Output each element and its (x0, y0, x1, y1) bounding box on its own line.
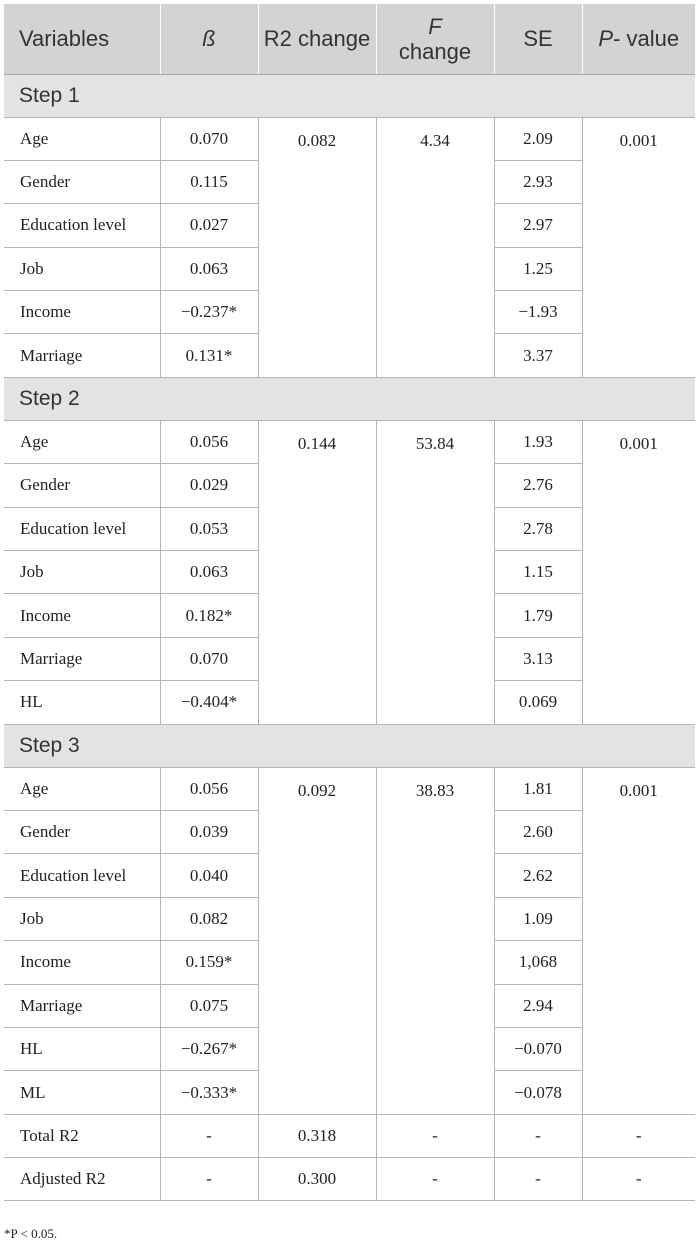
summary-row (4, 1114, 695, 1157)
variable-name: Age (4, 767, 160, 810)
header-se: SE (494, 4, 582, 74)
beta-value: 0.115 (160, 160, 258, 203)
table-row (4, 767, 695, 810)
se-value: 2.62 (494, 854, 582, 897)
f-change-word: change (398, 38, 472, 64)
variable-name: Income (4, 291, 160, 334)
r2-change-value: 0.092 (258, 767, 376, 1114)
p-value: 0.001 (582, 117, 695, 377)
se-value: 1.09 (494, 897, 582, 940)
variable-name: Job (4, 247, 160, 290)
se-value: 2.78 (494, 507, 582, 550)
beta-value: 0.082 (160, 897, 258, 940)
summary-p: - (582, 1114, 695, 1157)
se-value: 1.81 (494, 767, 582, 810)
beta-value: 0.182* (160, 594, 258, 637)
se-value: 1.93 (494, 420, 582, 463)
se-value: 2.97 (494, 204, 582, 247)
summary-beta: - (160, 1158, 258, 1201)
se-value: −1.93 (494, 291, 582, 334)
variable-name: Education level (4, 854, 160, 897)
se-value: 3.13 (494, 637, 582, 680)
beta-value: 0.053 (160, 507, 258, 550)
summary-row (4, 1158, 695, 1201)
variable-name: Age (4, 420, 160, 463)
beta-value: 0.063 (160, 247, 258, 290)
p-value-word: - value (613, 26, 680, 52)
se-value: 0.069 (494, 681, 582, 724)
p-value: 0.001 (582, 767, 695, 1114)
f-change-value: 53.84 (376, 420, 494, 724)
variable-name: Education level (4, 204, 160, 247)
summary-r2: 0.300 (258, 1158, 376, 1201)
r2-change-value: 0.082 (258, 117, 376, 377)
header-p-value (582, 4, 695, 74)
step-label: Step 2 (4, 377, 695, 420)
regression-table (4, 4, 695, 1201)
variable-name: Income (4, 594, 160, 637)
f-change-value: 4.34 (376, 117, 494, 377)
variable-name: Gender (4, 160, 160, 203)
variable-name: Job (4, 897, 160, 940)
header-beta (160, 4, 258, 74)
beta-value: 0.029 (160, 464, 258, 507)
summary-r2: 0.318 (258, 1114, 376, 1157)
variable-name: Gender (4, 810, 160, 853)
variable-name: Marriage (4, 637, 160, 680)
se-value: 2.93 (494, 160, 582, 203)
se-value: 1.25 (494, 247, 582, 290)
header-r2-change: R2 change (258, 4, 376, 74)
p-letter: P (598, 26, 614, 52)
variable-name: Job (4, 551, 160, 594)
se-value: −0.070 (494, 1027, 582, 1070)
se-value: 1.79 (494, 594, 582, 637)
table-row (4, 420, 695, 463)
header-f-change (376, 4, 494, 74)
summary-p: - (582, 1158, 695, 1201)
step-header-row (4, 74, 695, 117)
variable-name: Age (4, 117, 160, 160)
variable-name: Education level (4, 507, 160, 550)
beta-value: 0.075 (160, 984, 258, 1027)
beta-value: 0.063 (160, 551, 258, 594)
beta-value: 0.159* (160, 941, 258, 984)
se-value: 2.09 (494, 117, 582, 160)
summary-f: - (376, 1114, 494, 1157)
summary-se: - (494, 1114, 582, 1157)
beta-value: 0.040 (160, 854, 258, 897)
beta-value: 0.027 (160, 204, 258, 247)
p-value: 0.001 (582, 420, 695, 724)
beta-value: −0.267* (160, 1027, 258, 1070)
table-row (4, 117, 695, 160)
variable-name: Marriage (4, 984, 160, 1027)
beta-value: 0.056 (160, 767, 258, 810)
summary-f: - (376, 1158, 494, 1201)
se-value: 2.76 (494, 464, 582, 507)
beta-value: 0.039 (160, 810, 258, 853)
variable-name: Marriage (4, 334, 160, 377)
beta-value: 0.131* (160, 334, 258, 377)
variable-name: HL (4, 681, 160, 724)
table-body (4, 74, 695, 1201)
r2-change-value: 0.144 (258, 420, 376, 724)
header-variables: Variables (4, 4, 160, 74)
summary-label: Adjusted R2 (4, 1158, 160, 1201)
summary-label: Total R2 (4, 1114, 160, 1157)
footnote: *P < 0.05. (4, 1226, 58, 1241)
step-label: Step 3 (4, 724, 695, 767)
step-header-row (4, 724, 695, 767)
f-change-value: 38.83 (376, 767, 494, 1114)
se-value: 2.60 (494, 810, 582, 853)
step-label: Step 1 (4, 74, 695, 117)
beta-value: 0.070 (160, 117, 258, 160)
se-value: 2.94 (494, 984, 582, 1027)
se-value: 1,068 (494, 941, 582, 984)
summary-se: - (494, 1158, 582, 1201)
beta-symbol: ß (202, 26, 216, 52)
beta-value: 0.056 (160, 420, 258, 463)
table-header (4, 4, 695, 74)
variable-name: Income (4, 941, 160, 984)
f-letter: F (428, 13, 442, 39)
se-value: 3.37 (494, 334, 582, 377)
beta-value: 0.070 (160, 637, 258, 680)
se-value: −0.078 (494, 1071, 582, 1114)
summary-beta: - (160, 1114, 258, 1157)
variable-name: HL (4, 1027, 160, 1070)
variable-name: Gender (4, 464, 160, 507)
se-value: 1.15 (494, 551, 582, 594)
beta-value: −0.237* (160, 291, 258, 334)
beta-value: −0.333* (160, 1071, 258, 1114)
beta-value: −0.404* (160, 681, 258, 724)
step-header-row (4, 377, 695, 420)
variable-name: ML (4, 1071, 160, 1114)
